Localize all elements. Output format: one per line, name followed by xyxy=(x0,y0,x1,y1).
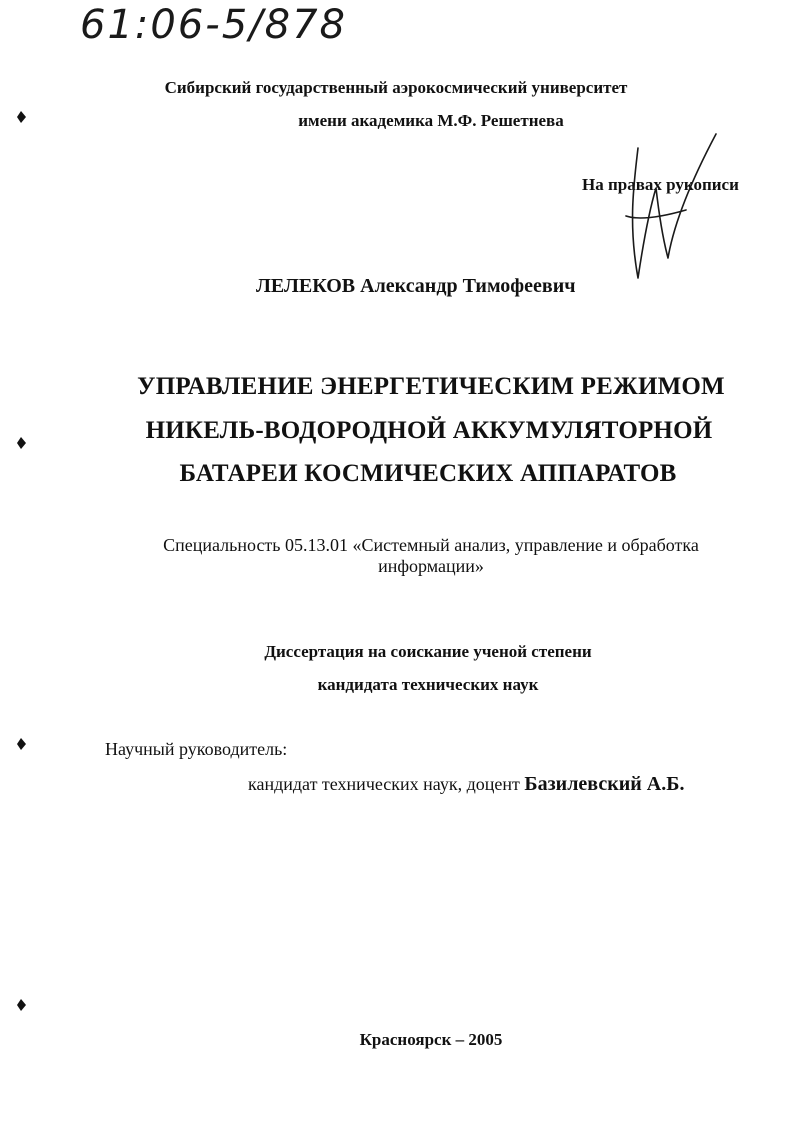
supervisor-label: Научный руководитель: xyxy=(105,739,288,759)
specialty-line1: Специальность 05.13.01 «Системный анализ, управление и обработка xyxy=(163,535,699,555)
supervisor-line xyxy=(248,773,684,796)
binder-hole-icon xyxy=(14,737,28,751)
dissertation-line2: кандидата технических наук xyxy=(317,675,539,694)
thesis-title-line3: БАТАРЕИ КОСМИЧЕСКИХ АППАРАТОВ xyxy=(179,460,677,487)
signature-icon xyxy=(598,128,728,288)
city-year: Красноярск – 2005 xyxy=(359,1030,503,1049)
specialty-line2: информации» xyxy=(378,556,484,576)
supervisor-name: Базилевский А.Б. xyxy=(524,773,685,795)
author-name: ЛЕЛЕКОВ Александр Тимофеевич xyxy=(256,275,576,297)
binder-hole-icon xyxy=(14,998,28,1012)
dissertation-line1: Диссертация на соискание ученой степени xyxy=(264,642,592,661)
manuscript-rights: На правах рукописи xyxy=(582,175,739,194)
supervisor-credentials: кандидат технических наук, доцент xyxy=(248,774,520,794)
thesis-title-line2: НИКЕЛЬ-ВОДОРОДНОЙ АККУМУЛЯТОРНОЙ xyxy=(145,417,713,444)
binder-hole-icon xyxy=(14,110,28,124)
thesis-title-line1: УПРАВЛЕНИЕ ЭНЕРГЕТИЧЕСКИМ РЕЖИМОМ xyxy=(137,373,725,400)
university-name: Сибирский государственный аэрокосмический университет xyxy=(164,78,628,97)
binder-hole-icon xyxy=(14,436,28,450)
archive-number: 61:06-5/878 xyxy=(80,2,347,48)
university-name-line2: имени академика М.Ф. Решетнева xyxy=(298,111,564,130)
